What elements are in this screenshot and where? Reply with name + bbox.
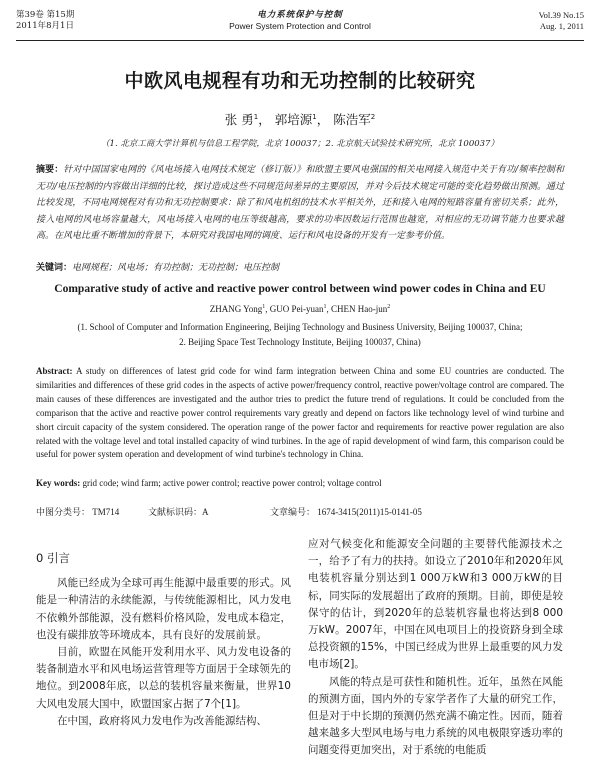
author-name: CHEN Hao-jun xyxy=(331,304,388,314)
body-paragraph: 在中国，政府将风力发电作为改善能源结构、 xyxy=(57,714,267,727)
affiliation-en xyxy=(44,320,556,350)
body-paragraph: 目前，欧盟在风能开发利用水平、风力发电设备的装备制造水平和风电场运营管理等方面居于全球领先的地位。到2008年底，以总的装机容量来衡量，世界10大风电发展大国中，欧盟国家占据了7个[1]。 xyxy=(36,646,291,710)
abstract-en xyxy=(36,365,564,462)
affiliation-cn: （1. 北京工商大学计算机与信息工程学院，北京 100037；2. 北京航天试验技术研究所，北京 100037） xyxy=(101,139,499,149)
body-paragraph: 风能已经成为全球可再生能源中最重要的形式。风能是一种清洁的永续能源，与传统能源相比，风力发电不依赖外部能源，没有燃料价格风险，发电成本稳定，也没有碳排放等环境成本，具有良好的发展前景。 xyxy=(36,577,291,641)
journal-name-cn: 电力系统保护与控制 xyxy=(257,10,343,20)
date-en: Aug. 1, 2011 xyxy=(539,21,584,31)
keywords-cn xyxy=(36,260,564,273)
body-paragraph: 应对气候变化和能源安全问题的主要替代能源技术之一，给予了有力的扶持。如设立了2010年和2020年风电装机容量分别达到1 000万kW和3 000万kW的目标，同实际的发展超出了政府的预期。目前，即使是较保守的估计，到2020年的总装机容量也将达到8 000万kW。2007年，中国在风电项目上的投资跻身到全球总投资额的15%，中国已经成为世界上最重要的风力发电市场[2]。 xyxy=(308,538,563,671)
authors-cn xyxy=(0,110,600,128)
authors-en xyxy=(0,304,600,314)
abstract-label-en: Abstract: xyxy=(36,366,73,376)
author-name: GUO Pei-yuan xyxy=(269,304,324,314)
article-number: 文章编号： 1674-3415(2011)15-0141-05 xyxy=(270,507,422,517)
journal-name xyxy=(16,10,584,32)
keywords-label-en: Key words: xyxy=(36,478,81,488)
paper-title-en: Comparative study of active and reactive power control between wind power codes in China and EU xyxy=(54,283,546,295)
volume-issue-cn: 第39卷 第15期 xyxy=(16,10,75,20)
journal-name-en: Power System Protection and Control xyxy=(229,21,371,31)
body-column-left xyxy=(36,536,291,730)
body-paragraph: 风能的特点是可获性和随机性。近年，虽然在风能的预测方面，国内外的专家学者作了大量的研究工作，但是对于中长期的预测仍然充满不确定性。因而，随着越来越多大型风电场与电力系统的风电极限穿透功率的问题变得更加突出，对于系统的电能质 xyxy=(308,675,563,757)
date-cn: 2011年8月1日 xyxy=(16,21,74,31)
page-header xyxy=(16,10,584,40)
author-separator: , xyxy=(326,304,331,314)
paper-title-cn: 中欧风电规程有功和无功控制的比较研究 xyxy=(124,70,476,92)
author-affiliation-mark: 1 xyxy=(312,112,317,121)
volume-issue-en: Vol.39 No.15 xyxy=(538,10,584,20)
author-affiliation-mark: 1 xyxy=(262,304,266,310)
abstract-label-cn: 摘要： xyxy=(36,165,64,175)
author-separator: ， xyxy=(258,112,271,127)
affiliation-en-line-1: (1. School of Computer and Information Engineering, Beijing Technology and Business University, Beijing 100037, China; xyxy=(77,322,523,332)
author-separator: , xyxy=(265,304,270,314)
author-name: 张 勇 xyxy=(224,112,254,127)
author-affiliation-mark: 1 xyxy=(253,112,259,121)
author-name: ZHANG Yong xyxy=(209,304,263,314)
keywords-en xyxy=(36,478,564,488)
author-affiliation-mark: 1 xyxy=(323,304,327,310)
abstract-text-en: A study on differences of latest grid code for wind farm integration between China and some EU countries are conducted. The similarities and differences of these grid codes in the aspects of active power/frequency control, reactive power/voltage control are compared. The main causes of these differences are investigated and the author tries to predict the future trend of regulations. It could be concluded from the comparison that the active and reactive power control requirements vary greatly and depend on factors like technology level of wind turbine and short circuit capacity of the system considered. The operation range of the power factor and requirements for reactive power regulation are also related with the voltage level and total installed capacity of wind turbines. In the age of rapid development of wind farm, this comparison could be useful for power system operation and development of wind turbine's technology in China. xyxy=(36,366,564,460)
keywords-text-en: grid code; wind farm; active power control; reactive power control; voltage control xyxy=(80,478,382,488)
author-affiliation-mark: 2 xyxy=(387,304,391,310)
author-name: 郭培源 xyxy=(274,112,313,127)
author-name: 陈浩军 xyxy=(333,112,371,127)
abstract-text-cn: 针对中国国家电网的《风电场接入电网技术规定（修订版）》和欧盟主要风电强国的相关电网接入规范中关于有功/频率控制和无功/电压控制的内容做出详细的比较，探讨造成这些不同规范间差异的主要原因，并对今后技术规定可能的变化趋势做出预测。通过比较发现，不同电网规程对有功和无功控制要求：除了和风电机组的技术水平相关外，还和接入电网的短路容量有密切关系；此外，接入电网的风电场容量越大，风电场接入电网的电压等级越高，要求的功率因数运行范围也越宽，对相应的无功调节能力也要求越高。在风电比重不断增加的背景下，本研究对我国电网的调度、运行和风电设备的开发有一定参考价值。 xyxy=(36,165,564,242)
body-column-right xyxy=(308,536,563,760)
keywords-label-cn: 关键词： xyxy=(36,263,73,273)
journal-issue-en xyxy=(539,10,584,32)
author-affiliation-mark: 2 xyxy=(370,112,376,121)
section-heading: 0 引言 xyxy=(36,551,70,565)
affiliation-en-line-2: 2. Beijing Space Test Technology Institute, Beijing 100037, China) xyxy=(179,337,421,347)
author-separator: ， xyxy=(316,112,330,127)
header-divider xyxy=(16,40,584,41)
clc-number: 中图分类号： TM714 xyxy=(36,507,120,517)
keywords-text-cn: 电网规程；风电场；有功控制；无功控制；电压控制 xyxy=(72,263,280,273)
abstract-cn xyxy=(36,162,564,245)
document-code: 文献标识码：A xyxy=(148,507,209,517)
